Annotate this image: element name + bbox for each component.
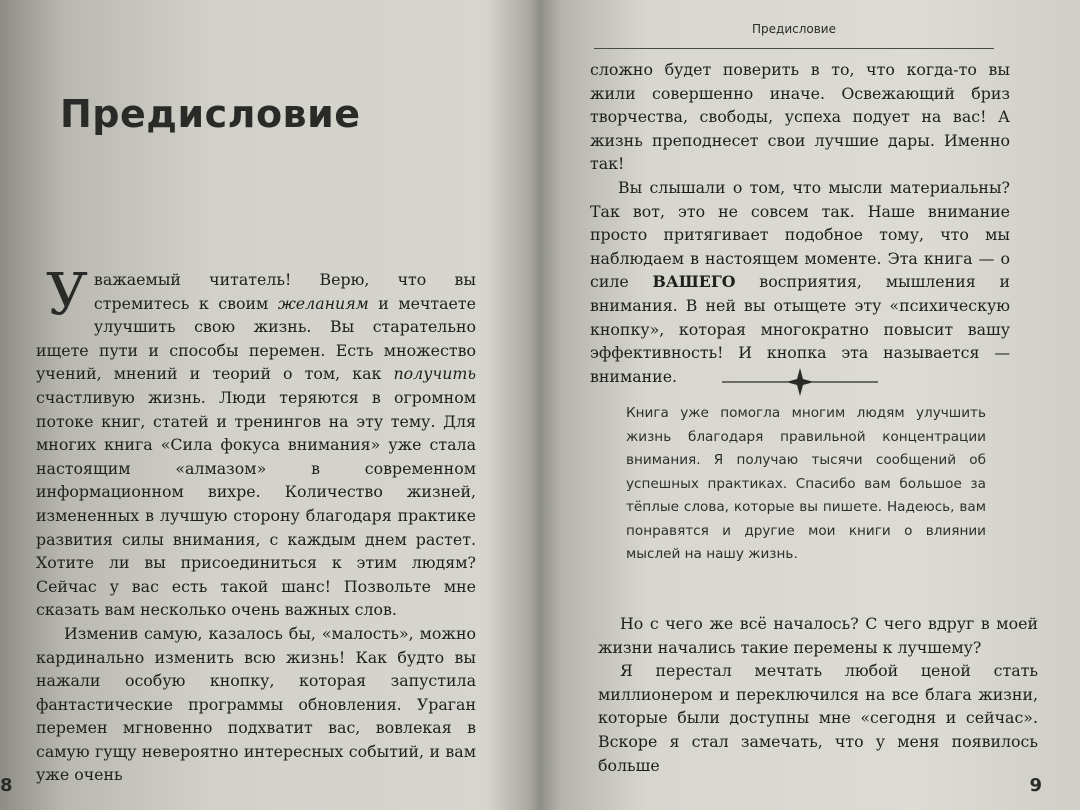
right-page-text-bottom <box>598 612 1038 777</box>
left-page <box>0 0 520 810</box>
left-page-text <box>36 260 476 787</box>
text-run: и мечтаете улучшить свою жизнь. Вы старательно ищете пути и способы перемен. Есть множество учений, мнений и теорий о том, как <box>36 293 476 384</box>
running-head: Предисловие <box>752 22 836 36</box>
text-run: Но с чего же всё началось? С чего вдруг в моей жизни начались такие перемены к лучшему? <box>598 614 1038 657</box>
author-quote <box>626 402 986 567</box>
text-run: Вы слышали о том, что мысли материальны? Так вот, это не совсем так. Наше внимание просто притягивает подобное тому, что мы наблюдаем в настоящем моменте. Эта книга — о силе <box>590 177 1010 292</box>
drop-cap: У <box>46 260 88 328</box>
text-run: восприятия, мышления и внимания. В ней вы отыщете эту «психическую кнопку», которая многократно повысит вашу эффективность! И кнопка эта называется — внимание. <box>590 272 1010 386</box>
right-paragraph-4 <box>598 659 1038 777</box>
page-number-right: 9 <box>1029 775 1042 796</box>
bold-text: ВАШЕГО <box>652 272 736 292</box>
text-run: Изменив самую, казалось бы, «малость», можно кардинально изменить всю жизнь! Как будто вы нажали особую кнопку, которая запустила фантастические программы обновления. Ураган перемен мгновенно подхватит вас, вовлекая в самую гущу невероятно интересных событий, и вам уже очень <box>36 623 476 785</box>
text-run: Я перестал мечтать любой ценой стать миллионером и переключился на все блага жизни, которые были доступны мне «сегодня и сейчас». Вскоре я стал замечать, что у меня появилось больше <box>598 661 1038 775</box>
right-page <box>540 0 1080 810</box>
author-quote-text: Книга уже помогла многим людям улучшить жизнь благодаря правильной концентрации внимания. Я получаю тысячи сообщений об успешных практиках. Спасибо вам большое за тёплые слова, которые вы пишете. Надеюсь, вам понравятся и другие мои книги о влиянии мыслей на нашу жизнь. <box>626 405 986 562</box>
text-run: сложно будет поверить в то, что когда-то вы жили совершенно иначе. Освежающий бриз творчества, свободы, успеха подует на вас! А жизнь преподнесет свои лучшие дары. Именно так! <box>590 60 1010 174</box>
chapter-title: Предисловие <box>60 92 361 136</box>
left-paragraph-1 <box>36 260 476 622</box>
emphasized-text: получить <box>393 364 476 384</box>
right-paragraph-3 <box>598 612 1038 659</box>
right-paragraph-1 <box>590 58 1010 176</box>
star-ornament-icon <box>720 362 880 402</box>
running-head-rule <box>594 48 994 49</box>
page-number-left: 8 <box>0 775 13 796</box>
right-page-text-top <box>590 58 1010 388</box>
text-run: счастливую жизнь. Люди теряются в огромном потоке книг, статей и тренингов на эту тему. Для многих книга «Сила фокуса внимания» уже стала настоящим «алмазом» в современном информационном вихре. Количество жизней, измененных в лучшую сторону благодаря практике развития силы внимания, с каждым днем растет. Хотите ли вы присоединиться к этим людям? Сейчас у вас есть такой шанс! Позвольте мне сказать вам несколько очень важных слов. <box>36 387 476 620</box>
text-run: важаемый читатель! Верю, что вы стремитесь к своим <box>93 270 476 313</box>
left-paragraph-2 <box>36 622 476 787</box>
right-paragraph-2 <box>590 176 1010 388</box>
emphasized-text: желаниям <box>277 293 369 313</box>
